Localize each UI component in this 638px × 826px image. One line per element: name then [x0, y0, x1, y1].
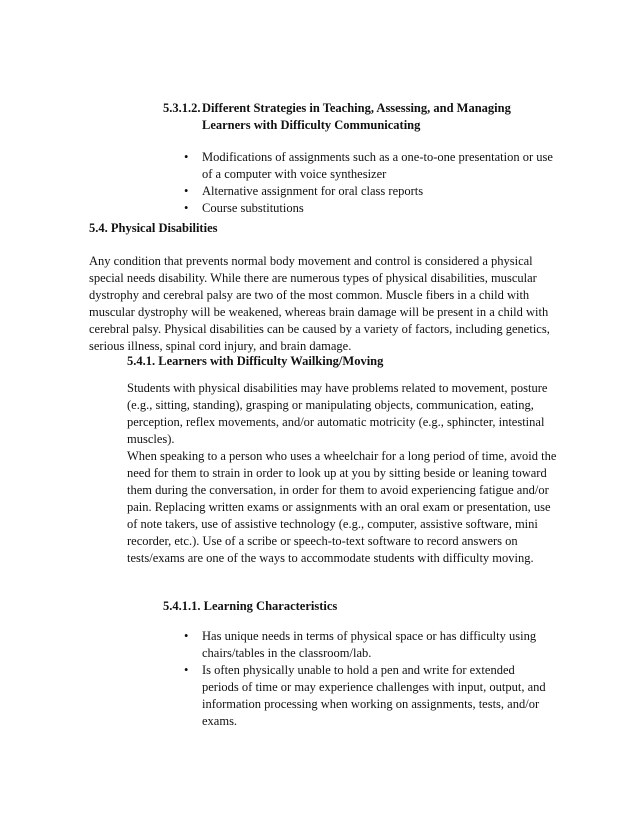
- bullet-icon: •: [184, 201, 189, 215]
- bullet-icon: •: [184, 150, 189, 164]
- physical-disabilities-paragraph: Any condition that prevents normal body movement and control is considered a physical special needs disability. While there are numerous types of physical disabilities, muscular dystrophy and cerebral palsy are two of the most common. Muscle fibers in a child with muscular dystrophy will be weakened, whereas brain damage will be present in a child with cerebral palsy. Physical disabilities can be caused by a variety of factors, including genetics, serious illness, spinal cord injury, and brain damage.: [89, 254, 550, 353]
- list-item: [184, 200, 554, 217]
- heading-5-3-1-2: [163, 100, 563, 134]
- list-item-text: Course substitutions: [202, 201, 304, 215]
- list-item-text: Alternative assignment for oral class reports: [202, 184, 424, 198]
- heading-title-line-2: Learners with Difficulty Communicating: [202, 118, 421, 132]
- heading-5-4: 5.4. Physical Disabilities: [89, 221, 218, 235]
- bullet-icon: •: [184, 184, 189, 198]
- list-item: [184, 183, 554, 200]
- list-item-text: Is often physically unable to hold a pen and write for extended periods of time or may experience challenges with input, output, and information processing when working on assignments, tests, and/or exams.: [202, 663, 546, 728]
- list-item: [184, 149, 554, 183]
- movement-problems-paragraph: Students with physical disabilities may have problems related to movement, posture (e.g., sitting, standing), grasping or manipulating objects, communication, eating, perception, reflex movements, and/or automatic motricity (e.g., sphincter, intestinal muscles).: [127, 381, 548, 446]
- bullet-icon: •: [184, 629, 189, 643]
- list-item: [184, 662, 554, 730]
- heading-title-line-1: Different Strategies in Teaching, Assessing, and Managing: [202, 101, 511, 115]
- list-item: [184, 628, 554, 662]
- strategies-bullet-list: [184, 149, 554, 217]
- heading-5-4-1-1: 5.4.1.1. Learning Characteristics: [163, 599, 338, 613]
- learning-characteristics-list: [184, 628, 554, 730]
- heading-number: 5.3.1.2.: [163, 101, 201, 115]
- heading-5-4-1: 5.4.1. Learners with Difficulty Wailking/Moving: [127, 354, 384, 368]
- list-item-text: Has unique needs in terms of physical space or has difficulty using chairs/tables in the classroom/lab.: [202, 629, 537, 660]
- list-item-text: Modifications of assignments such as a one-to-one presentation or use of a computer with voice synthesizer: [202, 150, 553, 181]
- bullet-icon: •: [184, 663, 189, 677]
- accommodation-paragraph: When speaking to a person who uses a wheelchair for a long period of time, avoid the need for them to strain in order to look up at you by sitting beside or leaning toward them during the conversation, in order for them to avoid experiencing fatigue and/or pain. Replacing written exams or assignments with an oral exam or presentation, use of note takers, use of assistive technology (e.g., computer, assistive software, mini recorder, etc.). Use of a scribe or speech-to-text software to record answers on tests/exams are one of the ways to accommodate students with difficulty moving.: [127, 449, 557, 565]
